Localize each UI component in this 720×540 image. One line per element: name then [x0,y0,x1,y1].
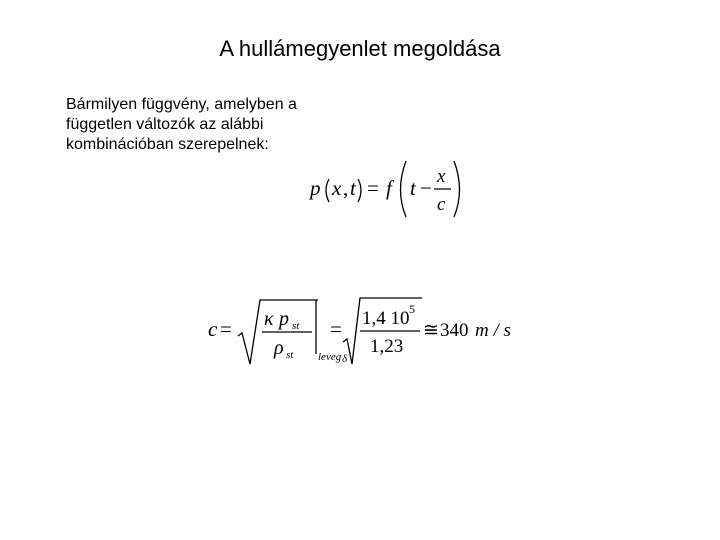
formula-speed-of-sound [200,292,520,372]
slide-title: A hullámegyenlet megoldása [219,36,501,61]
f1-close-paren [358,179,361,202]
f1-f: f [386,176,392,200]
f1-big-close-paren [454,161,460,217]
body-text: Bármilyen függvény, amelyben a független változók az alábbi kombinációban szerepelnek: [66,96,297,153]
f1-open-paren [326,179,329,202]
f2-sub-leveg: leveg [318,351,342,363]
f1-numerator-x: x [437,166,446,187]
f2-numerator: 1,4 10 [362,308,410,329]
f2-rho: ρ [274,337,284,359]
f1-t: t [350,176,356,200]
f1-t2: t [410,176,416,200]
f2-exponent: 5 [409,302,415,316]
f2-sub-st-1: st [292,320,300,332]
f2-equals-2: = [330,317,342,341]
f2-unit: m / s [475,320,511,341]
f2-value: 340 [440,320,469,341]
f2-sub-st-2: st [286,349,294,361]
f1-x: x [332,176,342,200]
f2-kappa: κ [264,308,274,330]
formula-wave-solution [300,155,470,225]
f1-minus: − [420,176,432,200]
f2-sub-delta: δ [342,353,348,365]
f2-c: c [208,317,218,341]
f2-approx: ≅ [423,320,439,341]
f1-p: p [310,176,321,200]
f2-equals-1: = [220,317,232,341]
f2-p: p [279,308,289,330]
f1-big-open-paren [401,161,407,217]
f1-equals: = [367,176,379,200]
f1-comma: , [343,176,349,200]
f1-denominator-c: c [437,194,446,215]
f2-denominator: 1,23 [370,336,404,357]
